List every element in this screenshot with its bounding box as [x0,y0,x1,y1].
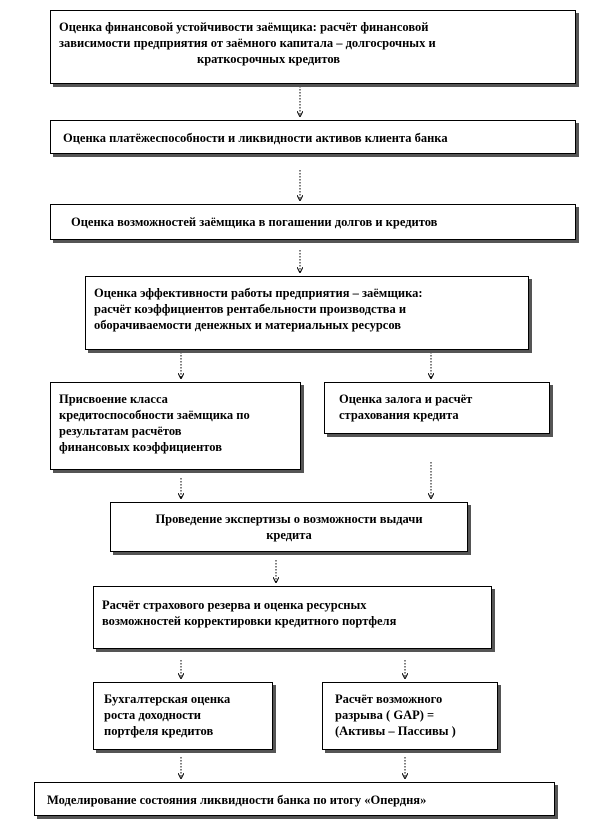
step-text-line: кредитоспособности заёмщика по [59,408,250,422]
step-text-line: краткосрочных кредитов [197,52,341,66]
step-text-line: возможностей корректировки кредитного портфеля [102,614,397,628]
step-solvency-liquidity [50,120,576,154]
step-credit-expertise [110,502,468,552]
step-text-line: Оценка финансовой устойчивости заёмщика: расчёт финансовой [59,20,429,34]
step-text-line: Расчёт возможного [335,692,443,706]
step-liquidity-modeling [34,782,555,816]
step-text-line: Присвоение класса [59,392,168,406]
step-text-line: финансовых коэффициентов [59,440,222,454]
step-text-line: (Активы – Пассивы ) [335,724,456,738]
step-creditworthiness-class [50,382,301,470]
step-insurance-reserve [93,586,492,649]
step-text-line: разрыва ( GAP) = [335,708,435,722]
step-text-line: зависимости предприятия от заёмного капитала – долгосрочных и [59,36,436,50]
step-text-line: Оценка возможностей заёмщика в погашении долгов и кредитов [71,215,438,229]
step-text-line: оборачиваемости денежных и материальных ресурсов [94,318,402,332]
step-text-line: роста доходности [104,708,202,722]
step-collateral-insurance [324,382,550,434]
step-text-line: Расчёт страхового резерва и оценка ресурсных [102,598,367,612]
step-text-line: кредита [266,528,312,542]
step-text-line: расчёт коэффициентов рентабельности производства и [94,302,407,316]
step-efficiency [85,276,529,350]
step-text-line: Оценка платёжеспособности и ликвидности активов клиента банка [63,131,448,145]
step-text-line: Проведение экспертизы о возможности выдачи [155,512,423,526]
step-financial-stability [50,10,576,84]
step-text-line: Оценка эффективности работы предприятия – заёмщика: [94,286,423,300]
step-gap-calculation [322,682,498,750]
step-text-line: результатам расчётов [59,424,182,438]
step-debt-repayment [50,204,576,240]
step-text-line: страхования кредита [339,408,459,422]
step-text-line: портфеля кредитов [104,724,214,738]
step-text-line: Моделирование состояния ликвидности банка по итогу «Опердня» [47,793,427,807]
step-accounting-yield [93,682,273,750]
step-text-line: Оценка залога и расчёт [339,392,473,406]
step-text-line: Бухгалтерская оценка [104,692,231,706]
